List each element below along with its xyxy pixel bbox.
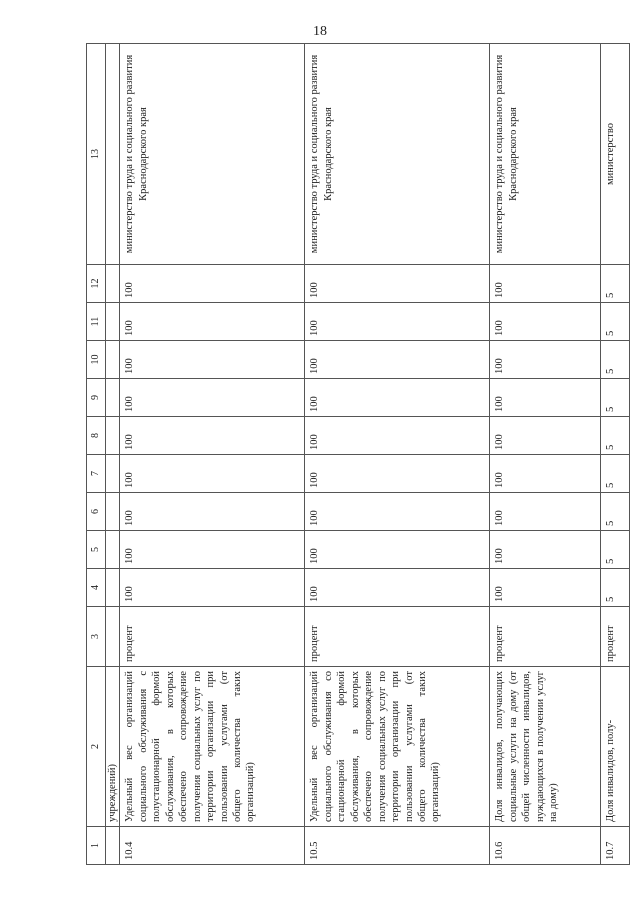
indicator-description: Доля инвалидов, получающих социальные услуги на дому (от общей численности инвалидов, нуждающихся в получении услуг на дому) — [490, 667, 601, 827]
value-cell: 5 — [601, 379, 630, 417]
value-cell: 100 — [490, 379, 601, 417]
empty-cell — [106, 303, 120, 341]
table-row — [120, 44, 305, 865]
value-cell: 5 — [601, 265, 630, 303]
rotated-table-container — [86, 46, 617, 865]
value-cell: 100 — [490, 569, 601, 607]
unit-cell: процент — [120, 607, 305, 667]
continuation-text: учреждений) — [106, 667, 120, 827]
value-cell: 100 — [305, 417, 490, 455]
header-cell: 1 — [87, 827, 106, 865]
indicator-description: Удельный вес организаций социального обслуживания с полустационарной формой обслуживания, в которых обеспечено сопровождение получения социальных услуг по территории организации при пользовании услугами (от общего количества таких организаций) — [120, 667, 305, 827]
value-cell: 100 — [305, 531, 490, 569]
header-cell: 7 — [87, 455, 106, 493]
value-cell: 100 — [490, 341, 601, 379]
header-cell: 10 — [87, 341, 106, 379]
indicators-table — [86, 43, 630, 865]
value-cell: 100 — [490, 531, 601, 569]
row-number: 10.5 — [305, 827, 490, 865]
header-cell: 8 — [87, 417, 106, 455]
value-cell: 100 — [120, 303, 305, 341]
value-cell: 5 — [601, 417, 630, 455]
unit-cell: процент — [601, 607, 630, 667]
executor-cell: министерство — [601, 44, 630, 265]
unit-cell: процент — [490, 607, 601, 667]
table-row — [490, 44, 601, 865]
value-cell: 100 — [490, 455, 601, 493]
value-cell: 5 — [601, 341, 630, 379]
header-cell: 2 — [87, 667, 106, 827]
empty-cell — [106, 531, 120, 569]
row-number: 10.4 — [120, 827, 305, 865]
table-frame — [86, 46, 617, 865]
empty-cell — [106, 379, 120, 417]
executor-cell: министерство труда и социального развития Краснодарского края — [305, 44, 490, 265]
value-cell: 100 — [490, 303, 601, 341]
row-number: 10.6 — [490, 827, 601, 865]
value-cell: 5 — [601, 569, 630, 607]
value-cell: 100 — [120, 265, 305, 303]
value-cell: 100 — [120, 417, 305, 455]
value-cell: 5 — [601, 455, 630, 493]
header-row — [87, 44, 106, 865]
value-cell: 100 — [490, 417, 601, 455]
page-number: 18 — [313, 24, 327, 39]
header-cell: 4 — [87, 569, 106, 607]
empty-cell — [106, 341, 120, 379]
value-cell: 100 — [305, 379, 490, 417]
table-row — [305, 44, 490, 865]
value-cell: 100 — [305, 569, 490, 607]
indicator-description: Удельный вес организаций социального обслуживания со стационарной формой обслуживания, в которых обеспечено сопровождение получения социальных услуг по территории организации при пользовании услугами (от общего количества таких организаций) — [305, 667, 490, 827]
value-cell: 5 — [601, 303, 630, 341]
executor-cell: министерство труда и социального развития Краснодарского края — [120, 44, 305, 265]
value-cell: 100 — [305, 303, 490, 341]
value-cell: 100 — [120, 455, 305, 493]
value-cell: 100 — [490, 265, 601, 303]
value-cell: 100 — [305, 493, 490, 531]
empty-cell — [106, 607, 120, 667]
value-cell: 100 — [305, 341, 490, 379]
header-cell: 3 — [87, 607, 106, 667]
unit-cell: процент — [305, 607, 490, 667]
value-cell: 100 — [120, 531, 305, 569]
value-cell: 100 — [120, 341, 305, 379]
empty-cell — [106, 493, 120, 531]
header-cell: 12 — [87, 265, 106, 303]
empty-cell — [106, 417, 120, 455]
value-cell: 100 — [490, 493, 601, 531]
header-cell: 5 — [87, 531, 106, 569]
value-cell: 100 — [120, 493, 305, 531]
row-number: 10.7 — [601, 827, 630, 865]
empty-cell — [106, 827, 120, 865]
table-row — [601, 44, 630, 865]
continuation-row — [106, 44, 120, 865]
value-cell: 5 — [601, 531, 630, 569]
empty-cell — [106, 455, 120, 493]
empty-cell — [106, 265, 120, 303]
indicator-description: Доля инвалидов, полу- — [601, 667, 630, 827]
value-cell: 100 — [305, 265, 490, 303]
empty-cell — [106, 569, 120, 607]
header-cell: 13 — [87, 44, 106, 265]
header-cell: 9 — [87, 379, 106, 417]
header-cell: 11 — [87, 303, 106, 341]
executor-cell: министерство труда и социального развития Краснодарского края — [490, 44, 601, 265]
header-cell: 6 — [87, 493, 106, 531]
value-cell: 5 — [601, 493, 630, 531]
value-cell: 100 — [120, 379, 305, 417]
value-cell: 100 — [305, 455, 490, 493]
empty-cell — [106, 44, 120, 265]
value-cell: 100 — [120, 569, 305, 607]
